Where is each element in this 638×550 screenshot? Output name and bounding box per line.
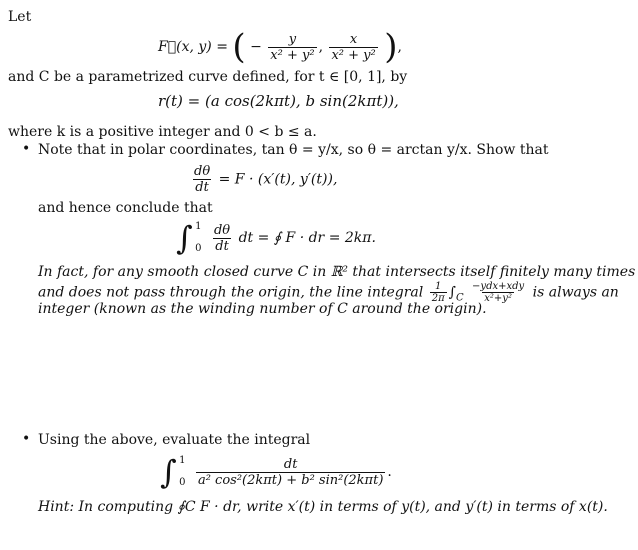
field-frac-1 bbox=[268, 32, 316, 63]
vector-field-equation: F⃗(x, y) = ( − $\frac{y}{\text{x² + y²}}$ , $\frac{x}{\text{x² + y²}}$ ), bbox=[158, 27, 402, 67]
integral-eq: dt = ∮ F · dr = 2kπ. bbox=[238, 230, 376, 246]
remark-line-3: integer (known as the winding number of C around the origin). bbox=[38, 301, 487, 317]
integral-limits bbox=[195, 218, 201, 258]
integrand-frac bbox=[212, 223, 232, 254]
dt: dt bbox=[195, 180, 209, 195]
field-frac-2-num: x bbox=[349, 31, 358, 47]
winding-integral bbox=[176, 218, 376, 258]
derivative-rhs: = F · (x′(t), y′(t)), bbox=[218, 171, 338, 188]
one-over-2pi-num: 1 bbox=[434, 281, 442, 292]
right-paren: ) bbox=[384, 27, 398, 67]
winding-integrand-num: −ydx+xdy bbox=[472, 281, 525, 292]
field-frac-1-den: x² + y² bbox=[270, 47, 315, 63]
integral-limits-2 bbox=[179, 452, 185, 492]
bullet-1-note: Note that in polar coordinates, tan θ = y/x, so θ = arctan y/x. Show that bbox=[38, 142, 549, 158]
field-frac-1-num: y bbox=[288, 31, 297, 47]
bullet-2-marker: • bbox=[22, 431, 31, 447]
curve-sentence: and C be a parametrized curve defined, for t ∈ [0, 1], by bbox=[8, 69, 408, 85]
integral-lower-2: 0 bbox=[179, 477, 186, 488]
field-lhs: F⃗(x, y) = bbox=[158, 39, 228, 55]
curve-equation: r(t) = (a cos(2kπt), b sin(2kπt)), bbox=[158, 92, 399, 110]
integral-upper: 1 bbox=[195, 221, 202, 232]
hint-text: Hint: In computing ∮C F · dr, write x′(t) in terms of y(t), and y′(t) in terms of x(t). bbox=[38, 499, 608, 515]
integral-upper-2: 1 bbox=[179, 455, 186, 466]
winding-integrand-den: x²+y² bbox=[484, 293, 512, 304]
one-over-2pi-den: 2π bbox=[431, 293, 445, 304]
evaluate-frac bbox=[196, 457, 385, 488]
evaluate-den: a² cos²(2kπt) + b² sin²(2kπt) bbox=[197, 472, 384, 488]
dtheta-dt bbox=[192, 164, 212, 195]
remark-line-2a: and does not pass through the origin, the line integral bbox=[38, 284, 424, 301]
dtheta: dθ bbox=[194, 164, 211, 179]
integral-sign: ∫ bbox=[176, 219, 193, 257]
minus-sign: − bbox=[250, 39, 262, 55]
remark-line-2: and does not pass through the origin, the line integral $\frac{1}{2\pi}$ $\int_C$ $\frac{\text{−ydx+xdy}}{\text{x²+y²}}$ is always an bbox=[38, 281, 619, 304]
let-text: Let bbox=[8, 9, 32, 25]
left-paren: ( bbox=[232, 27, 246, 67]
integrand-den: dt bbox=[215, 238, 229, 254]
field-frac-2-den: x² + y² bbox=[331, 47, 376, 63]
integrand-num: dθ bbox=[213, 222, 231, 238]
evaluate-integral: ∫ 1 0 $\frac{dt}{\text{a² cos²(2kπt) + b² sin²(2kπt)}}$ . bbox=[160, 453, 392, 491]
integral-sign-2: ∫ bbox=[160, 453, 177, 491]
remark-line-2b: is always an bbox=[532, 284, 619, 301]
derivative-equation bbox=[190, 164, 337, 195]
evaluate-num: dt bbox=[283, 456, 298, 472]
integral-lower: 0 bbox=[195, 243, 202, 254]
bullet-1-marker: • bbox=[22, 141, 31, 157]
conclude-text: and hence conclude that bbox=[38, 200, 213, 216]
remark-line-1: In fact, for any smooth closed curve C in ℝ² that intersects itself finitely many times bbox=[38, 264, 636, 280]
field-frac-2 bbox=[329, 32, 377, 63]
bullet-2-text: Using the above, evaluate the integral bbox=[38, 432, 311, 448]
where-sentence: where k is a positive integer and 0 < b ≤ a. bbox=[8, 124, 317, 140]
